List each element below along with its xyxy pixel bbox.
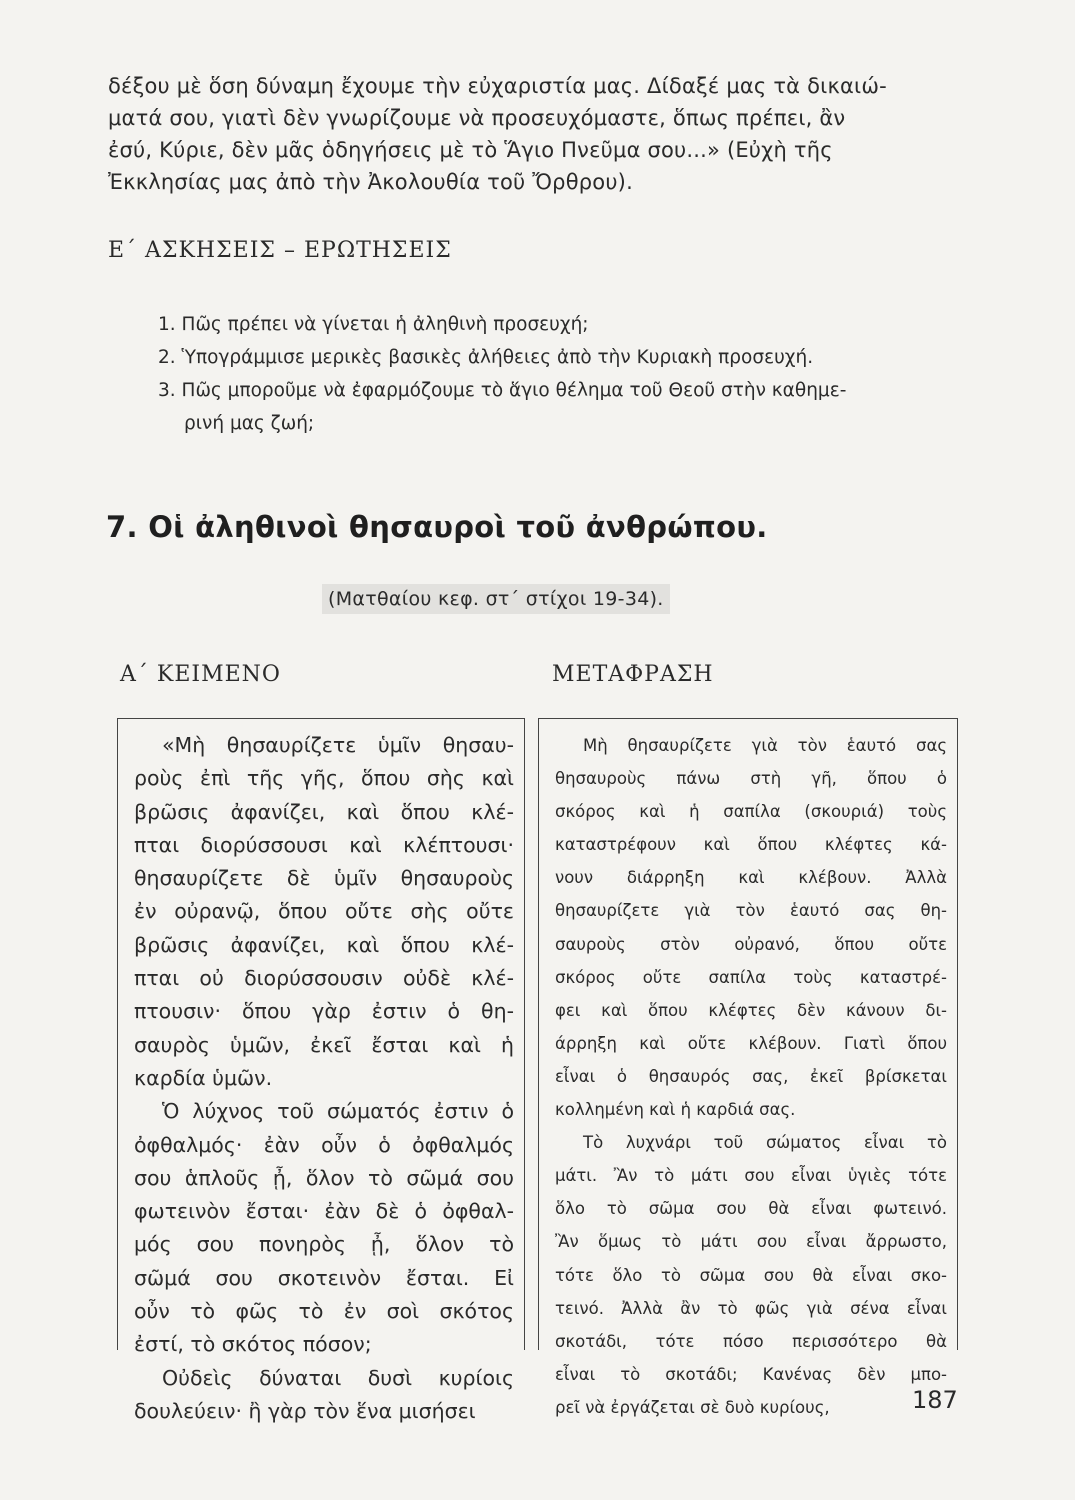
translation-text	[555, 729, 947, 1424]
text-line: μός σου πονηρὸς ᾖ, ὅλον τὸ	[134, 1232, 514, 1257]
text-line: ἐν οὐρανῷ, ὅπου οὔτε σὴς οὔτε	[134, 899, 514, 924]
text-line: σαυροὺς στὸν οὐρανό, ὅπου οὔτε	[555, 934, 947, 954]
text-line: Τὸ λυχνάρι τοῦ σώματος εἶναι τὸ	[583, 1133, 947, 1153]
text-line: πτουσιν· ὅπου γὰρ ἐστιν ὁ θη-	[134, 999, 514, 1024]
text-line: σῶμά σου σκοτεινὸν ἔσται. Εἰ	[134, 1265, 514, 1290]
translation-heading: ΜΕΤΑΦΡΑΣΗ	[552, 662, 714, 687]
intro-line: ματά σου, γιατὶ δὲν γνωρίζουμε νὰ προσευχόμαστε, ὅπως πρέπει, ἂν	[108, 106, 846, 130]
text-line: Οὐδεὶς δύναται δυσὶ κυρίοις	[162, 1365, 514, 1390]
text-line: θησαυρίζετε γιὰ τὸν ἑαυτό σας θη-	[555, 901, 947, 921]
exercises-heading: Ε΄ ΑΣΚΗΣΕΙΣ – ΕΡΩΤΗΣΕΙΣ	[108, 238, 452, 263]
exercise-text: 2. Ὑπογράμμισε μερικὲς βασικὲς ἀλήθειες ἀπὸ τὴν Κυριακὴ προσευχή.	[158, 347, 814, 368]
text-line: Ἂν ὅμως τὸ μάτι σου εἶναι ἄρρωστο,	[555, 1232, 947, 1252]
text-line: σκοτάδι, τότε πόσο περισσότερο θὰ	[555, 1331, 947, 1351]
chapter-title: 7. Οἱ ἀληθινοὶ θησαυροὶ τοῦ ἀνθρώπου.	[106, 510, 768, 544]
text-line: σκόρος καὶ ἡ σαπίλα (σκουριά) τοὺς	[555, 802, 947, 822]
text-line: καρδία ὑμῶν.	[134, 1065, 273, 1090]
text-line: εἶναι τὸ σκοτάδι; Κανένας δὲν μπο-	[555, 1364, 947, 1384]
text-line: Ὁ λύχνος τοῦ σώματός ἐστιν ὁ	[162, 1099, 514, 1124]
text-line: ὀφθαλμός· ἐὰν οὖν ὁ ὀφθαλμός	[134, 1132, 514, 1157]
text-line: βρῶσις ἀφανίζει, καὶ ὅπου κλέ-	[134, 799, 514, 824]
original-text-heading: Α΄ ΚΕΙΜΕΝΟ	[120, 662, 281, 687]
text-line: δουλεύειν· ἢ γὰρ τὸν ἕνα μισήσει	[134, 1398, 476, 1423]
text-line: πται οὐ διορύσσουσιν οὐδὲ κλέ-	[134, 966, 514, 991]
text-line: τότε ὅλο τὸ σῶμα σου θὰ εἶναι σκο-	[555, 1265, 947, 1285]
text-line: θησαυρίζετε δὲ ὑμῖν θησαυροὺς	[134, 866, 514, 891]
text-line: φει καὶ ὅπου κλέφτες δὲν κάνουν δι-	[555, 1000, 947, 1020]
exercise-text: 1. Πῶς πρέπει νὰ γίνεται ἡ ἀληθινὴ προσευχή;	[158, 314, 589, 335]
text-line: εἶναι ὁ θησαυρός σας, ἐκεῖ βρίσκεται	[555, 1066, 947, 1086]
text-line: σου ἁπλοῦς ᾖ, ὅλον τὸ σῶμά σου	[134, 1165, 514, 1190]
original-text	[134, 729, 514, 1428]
scripture-reference: (Ματθαίου κεφ. στ΄ στίχοι 19-34).	[322, 584, 670, 614]
text-line: ὅλο τὸ σῶμα σου θὰ εἶναι φωτεινό.	[555, 1199, 947, 1219]
text-line: κολλημένη καὶ ἡ καρδιά σας.	[555, 1100, 796, 1120]
page-number: 187	[912, 1386, 958, 1414]
exercise-item	[158, 341, 958, 374]
text-line: ροὺς ἐπὶ τῆς γῆς, ὅπου σὴς καὶ	[134, 766, 514, 791]
text-line: σκόρος οὔτε σαπίλα τοὺς καταστρέ-	[555, 967, 947, 987]
text-line: «Μὴ θησαυρίζετε ὑμῖν θησαυ-	[162, 733, 514, 757]
text-line: τεινό. Ἀλλὰ ἂν τὸ φῶς γιὰ σένα εἶναι	[555, 1298, 947, 1318]
intro-paragraph	[108, 70, 953, 198]
intro-line: ἐσύ, Κύριε, δὲν μᾶς ὁδηγήσεις μὲ τὸ Ἅγιο Πνεῦμα σου...» (Εὐχὴ τῆς	[108, 138, 833, 162]
exercise-item	[158, 374, 958, 440]
intro-line: Ἐκκλησίας μας ἀπὸ τὴν Ἀκολουθία τοῦ Ὄρθρου).	[108, 170, 633, 194]
text-line: σαυρὸς ὑμῶν, ἐκεῖ ἔσται καὶ ἡ	[134, 1032, 514, 1057]
text-line: ρεῖ νὰ ἐργάζεται σὲ δυὸ κυρίους,	[555, 1397, 830, 1417]
text-line: άρρηξη καὶ οὔτε κλέβουν. Γιατὶ ὅπου	[555, 1033, 947, 1053]
text-line: νουν διάρρηξη καὶ κλέβουν. Ἀλλὰ	[555, 868, 947, 888]
text-line: καταστρέφουν καὶ ὅπου κλέφτες κά-	[555, 835, 947, 855]
exercise-item	[158, 308, 958, 341]
text-line: ἐστί, τὸ σκότος πόσον;	[134, 1332, 372, 1357]
text-line: θησαυροὺς πάνω στὴ γῆ, ὅπου ὁ	[555, 769, 947, 789]
text-line: μάτι. Ἂν τὸ μάτι σου εἶναι ὑγιὲς τότε	[555, 1166, 947, 1186]
original-text-box	[117, 718, 525, 1423]
text-line: Μὴ θησαυρίζετε γιὰ τὸν ἑαυτό σας	[583, 736, 947, 755]
exercise-text-continued: ρινή μας ζωή;	[184, 413, 315, 434]
text-line: βρῶσις ἀφανίζει, καὶ ὅπου κλέ-	[134, 932, 514, 957]
intro-line: δέξου μὲ ὅση δύναμη ἔχουμε τὴν εὐχαριστία μας. Δίδαξέ μας τὰ δικαιώ-	[108, 74, 887, 98]
exercise-text: 3. Πῶς μποροῦμε νὰ ἐφαρμόζουμε τὸ ἅγιο θέλημα τοῦ Θεοῦ στὴν καθημε-	[158, 380, 847, 401]
exercise-list	[158, 308, 958, 440]
text-line: οὖν τὸ φῶς τὸ ἐν σοὶ σκότος	[134, 1299, 514, 1324]
text-line: φωτεινὸν ἔσται· ἐὰν δὲ ὁ ὀφθαλ-	[134, 1199, 514, 1224]
text-line: πται διορύσσουσι καὶ κλέπτουσι·	[134, 832, 514, 857]
